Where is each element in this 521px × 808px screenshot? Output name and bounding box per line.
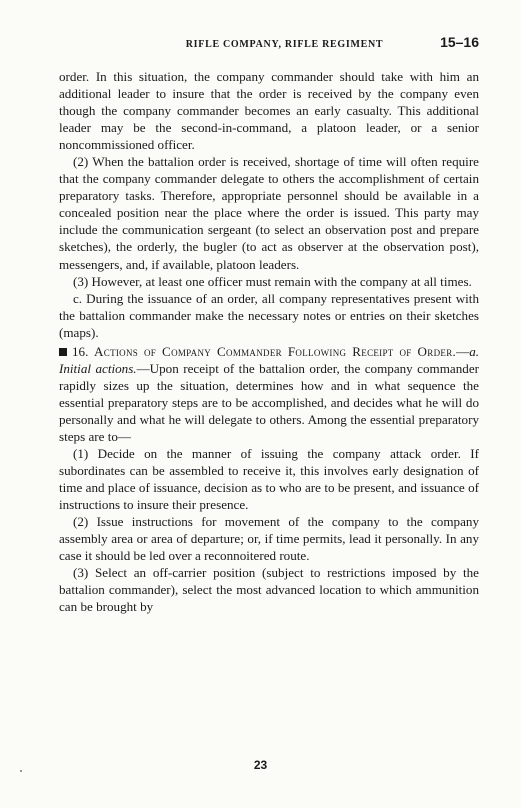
running-head [59,34,479,52]
section-heading: Actions of Company Commander Following Receipt of Order. [94,343,457,359]
scan-speck [20,770,22,772]
paragraph-movement-instructions: (2) Issue instructions for movement of the company to the company assembly area or area of departure; or, if time permits, lead it personally. In any case it should be led over a reconnoitered route. [59,514,479,564]
running-head-title: RIFLE COMPANY, RIFLE REGIMENT [185,39,384,50]
body-text [59,68,479,616]
section-bullet-icon [59,348,67,356]
section-subheading: a. Initial actions. [59,343,480,376]
section-number: 16. [72,343,89,359]
paragraph-officer-remains: (3) However, at least one officer must remain with the company at all times. [73,273,472,289]
paragraph-battalion-order: (2) When the battalion order is received, shortage of time will often require that the company commander delegate to others the accomplishment of certain preparatory tasks. Therefore, appropriate personnel should be available in a concealed position near the place where the order is issued. This party may include the communication sergeant (to select an observation post and prepare sketches), the orderly, the bugler (to act as observer at the observation post), messengers, and, if available, platoon leaders. [59,154,479,272]
section-range: 15–16 [440,34,479,50]
section-16-text: —Upon receipt of the battalion order, the company commander rapidly sizes up the situation, determines how and in what sequence the essential preparatory steps are to be accomplished, and decides what he will do personally and what he will delegate to others. Among the essential preparatory steps are to— [59,360,479,444]
page-number: 23 [253,758,268,772]
paragraph-attack-order: (1) Decide on the manner of issuing the company attack order. If subordinates can be assembled to receive it, this involves early designation of time and place of issuance, decision as to who are to be present, and issuance of instructions to insure their presence. [59,446,479,513]
section-16-paragraph [59,343,479,445]
document-page [59,34,479,616]
section-heading-dash: — [456,343,470,359]
paragraph-off-carrier-position: (3) Select an off-carrier position (subject to restrictions imposed by the battalion commander), select the most advanced location to which ammunition can be brought by [59,565,479,615]
paragraph-notes-entries: c. During the issuance of an order, all company representatives present with the battalion commander make the necessary notes or entries on their sketches (maps). [59,290,479,340]
paragraph-order-continuation: order. In this situation, the company commander should take with him an additional leader to insure that the order is received by the company even though the company commander becomes an early casualty. This additional leader may be the second-in-command, a platoon leader, or a senior noncommissioned officer. [59,69,479,153]
